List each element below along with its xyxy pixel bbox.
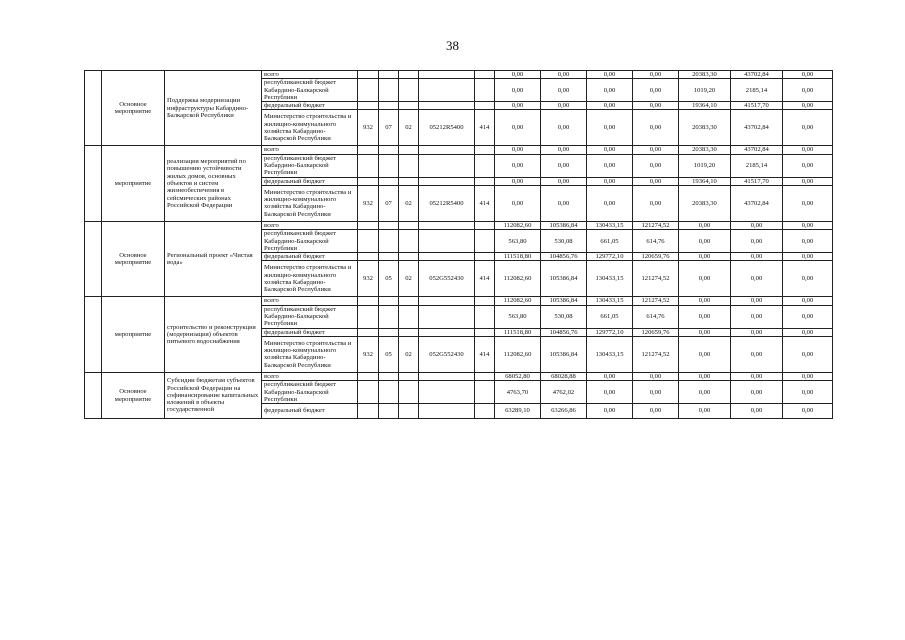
code-cell bbox=[379, 221, 399, 229]
code-cell: 932 bbox=[358, 185, 379, 221]
code-cell bbox=[419, 102, 475, 110]
value-cell: 0,00 bbox=[587, 102, 633, 110]
code-cell bbox=[399, 328, 419, 336]
code-cell bbox=[475, 177, 495, 185]
code-cell: 07 bbox=[379, 110, 399, 146]
code-cell bbox=[475, 328, 495, 336]
value-cell: 0,00 bbox=[541, 102, 587, 110]
code-cell bbox=[475, 404, 495, 419]
source-cell: федеральный бюджет bbox=[262, 177, 358, 185]
value-cell: 0,00 bbox=[783, 154, 833, 177]
value-cell: 563,80 bbox=[495, 305, 541, 328]
source-cell: Министерство строительства и жилищно-коммунального хозяйства Кабардино-Балкарской Республики bbox=[262, 336, 358, 372]
code-cell: 414 bbox=[475, 110, 495, 146]
name-cell: Региональный проект «Чистая вода» bbox=[165, 221, 262, 296]
code-cell: 07 bbox=[379, 185, 399, 221]
value-cell: 661,05 bbox=[587, 305, 633, 328]
code-cell: 932 bbox=[358, 336, 379, 372]
code-cell: 05212R5400 bbox=[419, 110, 475, 146]
table-row bbox=[85, 297, 833, 305]
value-cell: 130433,15 bbox=[587, 297, 633, 305]
code-cell bbox=[358, 79, 379, 102]
value-cell: 105386,84 bbox=[541, 297, 587, 305]
value-cell: 121274,52 bbox=[633, 221, 679, 229]
index-cell bbox=[85, 372, 102, 418]
value-cell: 0,00 bbox=[783, 305, 833, 328]
value-cell: 68052,80 bbox=[495, 372, 541, 380]
value-cell: 0,00 bbox=[731, 261, 783, 297]
code-cell: 05 bbox=[379, 261, 399, 297]
value-cell: 0,00 bbox=[679, 253, 731, 261]
value-cell: 0,00 bbox=[633, 177, 679, 185]
code-cell bbox=[358, 328, 379, 336]
name-cell: Субсидии бюджетам субъектов Российской Федерации на софинансирование капитальных вложений в объекты государственной bbox=[165, 372, 262, 418]
value-cell: 41517,70 bbox=[731, 177, 783, 185]
source-cell: всего bbox=[262, 297, 358, 305]
status-cell: Основное мероприятие bbox=[102, 71, 165, 146]
code-cell: 052G552430 bbox=[419, 261, 475, 297]
value-cell: 0,00 bbox=[587, 71, 633, 79]
value-cell: 0,00 bbox=[679, 230, 731, 253]
value-cell: 0,00 bbox=[679, 221, 731, 229]
code-cell bbox=[358, 372, 379, 380]
value-cell: 43702,84 bbox=[731, 185, 783, 221]
value-cell: 0,00 bbox=[633, 79, 679, 102]
code-cell bbox=[419, 297, 475, 305]
table-row bbox=[85, 146, 833, 154]
code-cell bbox=[475, 381, 495, 404]
value-cell: 614,76 bbox=[633, 305, 679, 328]
value-cell: 1019,20 bbox=[679, 79, 731, 102]
code-cell bbox=[475, 102, 495, 110]
code-cell bbox=[399, 71, 419, 79]
source-cell: федеральный бюджет bbox=[262, 102, 358, 110]
code-cell bbox=[475, 305, 495, 328]
code-cell bbox=[419, 177, 475, 185]
value-cell: 0,00 bbox=[633, 185, 679, 221]
code-cell bbox=[399, 154, 419, 177]
value-cell: 43702,84 bbox=[731, 71, 783, 79]
value-cell: 104856,76 bbox=[541, 253, 587, 261]
code-cell bbox=[399, 102, 419, 110]
value-cell: 0,00 bbox=[731, 230, 783, 253]
value-cell: 43702,84 bbox=[731, 146, 783, 154]
name-cell: строительство и реконструкция (модернизация) объектов питьевого водоснабжения bbox=[165, 297, 262, 372]
code-cell: 052G552430 bbox=[419, 336, 475, 372]
value-cell: 19364,10 bbox=[679, 102, 731, 110]
code-cell bbox=[379, 177, 399, 185]
value-cell: 0,00 bbox=[783, 177, 833, 185]
value-cell: 0,00 bbox=[541, 110, 587, 146]
value-cell: 0,00 bbox=[541, 177, 587, 185]
source-cell: Министерство строительства и жилищно-коммунального хозяйства Кабардино-Балкарской Республики bbox=[262, 261, 358, 297]
value-cell: 0,00 bbox=[633, 404, 679, 419]
value-cell: 0,00 bbox=[679, 305, 731, 328]
value-cell: 0,00 bbox=[783, 110, 833, 146]
value-cell: 129772,10 bbox=[587, 328, 633, 336]
value-cell: 0,00 bbox=[783, 404, 833, 419]
code-cell bbox=[419, 372, 475, 380]
source-cell: федеральный бюджет bbox=[262, 328, 358, 336]
code-cell: 932 bbox=[358, 261, 379, 297]
value-cell: 0,00 bbox=[731, 253, 783, 261]
value-cell: 0,00 bbox=[679, 404, 731, 419]
value-cell: 20383,30 bbox=[679, 110, 731, 146]
code-cell: 02 bbox=[399, 110, 419, 146]
code-cell bbox=[379, 372, 399, 380]
table-row bbox=[85, 372, 833, 380]
value-cell: 0,00 bbox=[541, 71, 587, 79]
code-cell bbox=[419, 253, 475, 261]
value-cell: 0,00 bbox=[587, 404, 633, 419]
source-cell: республиканский бюджет Кабардино-Балкарской Республики bbox=[262, 305, 358, 328]
code-cell: 414 bbox=[475, 185, 495, 221]
value-cell: 1019,20 bbox=[679, 154, 731, 177]
value-cell: 0,00 bbox=[633, 71, 679, 79]
code-cell bbox=[379, 146, 399, 154]
value-cell: 0,00 bbox=[783, 102, 833, 110]
code-cell bbox=[475, 79, 495, 102]
source-cell: республиканский бюджет Кабардино-Балкарской Республики bbox=[262, 79, 358, 102]
value-cell: 0,00 bbox=[495, 79, 541, 102]
value-cell: 0,00 bbox=[679, 328, 731, 336]
value-cell: 20383,30 bbox=[679, 185, 731, 221]
value-cell: 0,00 bbox=[783, 79, 833, 102]
code-cell bbox=[358, 102, 379, 110]
source-cell: республиканский бюджет Кабардино-Балкарской Республики bbox=[262, 154, 358, 177]
source-cell: всего bbox=[262, 71, 358, 79]
code-cell: 05212R5400 bbox=[419, 185, 475, 221]
code-cell bbox=[379, 79, 399, 102]
value-cell: 112082,60 bbox=[495, 261, 541, 297]
table-row bbox=[85, 71, 833, 79]
code-cell bbox=[399, 79, 419, 102]
code-cell: 932 bbox=[358, 110, 379, 146]
code-cell bbox=[358, 404, 379, 419]
source-cell: федеральный бюджет bbox=[262, 253, 358, 261]
value-cell: 0,00 bbox=[679, 297, 731, 305]
value-cell: 130433,15 bbox=[587, 221, 633, 229]
table-row bbox=[85, 221, 833, 229]
code-cell bbox=[419, 381, 475, 404]
value-cell: 4762,02 bbox=[541, 381, 587, 404]
code-cell bbox=[399, 404, 419, 419]
code-cell bbox=[475, 221, 495, 229]
value-cell: 0,00 bbox=[541, 185, 587, 221]
value-cell: 0,00 bbox=[783, 297, 833, 305]
code-cell bbox=[358, 305, 379, 328]
code-cell: 414 bbox=[475, 336, 495, 372]
value-cell: 121274,52 bbox=[633, 261, 679, 297]
value-cell: 20383,30 bbox=[679, 71, 731, 79]
code-cell: 05 bbox=[379, 336, 399, 372]
value-cell: 0,00 bbox=[731, 221, 783, 229]
index-cell bbox=[85, 297, 102, 372]
value-cell: 0,00 bbox=[731, 305, 783, 328]
index-cell bbox=[85, 221, 102, 296]
value-cell: 121274,52 bbox=[633, 336, 679, 372]
code-cell bbox=[475, 372, 495, 380]
value-cell: 63266,86 bbox=[541, 404, 587, 419]
code-cell bbox=[419, 328, 475, 336]
value-cell: 0,00 bbox=[495, 71, 541, 79]
code-cell: 414 bbox=[475, 261, 495, 297]
code-cell bbox=[379, 328, 399, 336]
code-cell bbox=[358, 177, 379, 185]
value-cell: 0,00 bbox=[587, 381, 633, 404]
status-cell: Основное мероприятие bbox=[102, 372, 165, 418]
code-cell bbox=[419, 79, 475, 102]
value-cell: 4763,70 bbox=[495, 381, 541, 404]
code-cell bbox=[379, 305, 399, 328]
code-cell bbox=[419, 404, 475, 419]
value-cell: 2185,14 bbox=[731, 79, 783, 102]
code-cell bbox=[358, 297, 379, 305]
value-cell: 0,00 bbox=[783, 261, 833, 297]
value-cell: 0,00 bbox=[679, 381, 731, 404]
value-cell: 121274,52 bbox=[633, 297, 679, 305]
value-cell: 0,00 bbox=[495, 154, 541, 177]
value-cell: 0,00 bbox=[679, 261, 731, 297]
code-cell bbox=[399, 221, 419, 229]
value-cell: 0,00 bbox=[587, 79, 633, 102]
value-cell: 2185,14 bbox=[731, 154, 783, 177]
value-cell: 0,00 bbox=[783, 328, 833, 336]
code-cell bbox=[475, 297, 495, 305]
code-cell bbox=[379, 71, 399, 79]
value-cell: 0,00 bbox=[731, 336, 783, 372]
value-cell: 0,00 bbox=[587, 146, 633, 154]
code-cell bbox=[358, 146, 379, 154]
code-cell bbox=[379, 381, 399, 404]
code-cell bbox=[399, 381, 419, 404]
value-cell: 0,00 bbox=[731, 297, 783, 305]
value-cell: 63289,10 bbox=[495, 404, 541, 419]
source-cell: всего bbox=[262, 221, 358, 229]
code-cell bbox=[379, 404, 399, 419]
value-cell: 530,08 bbox=[541, 305, 587, 328]
status-cell: мероприятие bbox=[102, 297, 165, 372]
code-cell bbox=[475, 71, 495, 79]
code-cell bbox=[419, 154, 475, 177]
value-cell: 0,00 bbox=[633, 110, 679, 146]
value-cell: 0,00 bbox=[495, 102, 541, 110]
code-cell bbox=[419, 305, 475, 328]
value-cell: 0,00 bbox=[679, 372, 731, 380]
value-cell: 41517,70 bbox=[731, 102, 783, 110]
value-cell: 20383,30 bbox=[679, 146, 731, 154]
budget-table bbox=[84, 70, 833, 419]
value-cell: 0,00 bbox=[495, 177, 541, 185]
value-cell: 0,00 bbox=[783, 146, 833, 154]
value-cell: 0,00 bbox=[633, 381, 679, 404]
code-cell bbox=[475, 253, 495, 261]
code-cell: 02 bbox=[399, 261, 419, 297]
value-cell: 0,00 bbox=[633, 372, 679, 380]
value-cell: 0,00 bbox=[633, 102, 679, 110]
value-cell: 0,00 bbox=[495, 185, 541, 221]
page-number: 38 bbox=[446, 38, 459, 53]
code-cell bbox=[399, 372, 419, 380]
code-cell bbox=[419, 146, 475, 154]
value-cell: 43702,84 bbox=[731, 110, 783, 146]
code-cell bbox=[358, 221, 379, 229]
value-cell: 0,00 bbox=[587, 110, 633, 146]
value-cell: 129772,10 bbox=[587, 253, 633, 261]
value-cell: 112082,60 bbox=[495, 221, 541, 229]
value-cell: 19364,10 bbox=[679, 177, 731, 185]
code-cell bbox=[358, 230, 379, 253]
source-cell: республиканский бюджет Кабардино-Балкарской Республики bbox=[262, 230, 358, 253]
value-cell: 105386,84 bbox=[541, 261, 587, 297]
code-cell: 02 bbox=[399, 185, 419, 221]
code-cell bbox=[358, 154, 379, 177]
code-cell bbox=[358, 253, 379, 261]
index-cell bbox=[85, 71, 102, 146]
value-cell: 0,00 bbox=[541, 154, 587, 177]
value-cell: 0,00 bbox=[783, 221, 833, 229]
value-cell: 614,76 bbox=[633, 230, 679, 253]
value-cell: 120659,76 bbox=[633, 328, 679, 336]
code-cell bbox=[399, 146, 419, 154]
value-cell: 0,00 bbox=[783, 372, 833, 380]
value-cell: 0,00 bbox=[783, 185, 833, 221]
value-cell: 112082,60 bbox=[495, 297, 541, 305]
value-cell: 661,05 bbox=[587, 230, 633, 253]
code-cell bbox=[379, 297, 399, 305]
value-cell: 105386,84 bbox=[541, 336, 587, 372]
value-cell: 111518,80 bbox=[495, 253, 541, 261]
code-cell bbox=[379, 253, 399, 261]
code-cell: 02 bbox=[399, 336, 419, 372]
value-cell: 0,00 bbox=[587, 177, 633, 185]
value-cell: 0,00 bbox=[495, 110, 541, 146]
value-cell: 0,00 bbox=[783, 253, 833, 261]
code-cell bbox=[399, 253, 419, 261]
name-cell: реализация мероприятий по повышению устойчивости жилых домов, основных объектов и систем жизнеобеспечения в сейсмических районах Российской Федерации bbox=[165, 146, 262, 221]
value-cell: 68028,88 bbox=[541, 372, 587, 380]
code-cell bbox=[358, 381, 379, 404]
code-cell bbox=[419, 230, 475, 253]
value-cell: 0,00 bbox=[783, 71, 833, 79]
value-cell: 130433,15 bbox=[587, 261, 633, 297]
value-cell: 111518,80 bbox=[495, 328, 541, 336]
source-cell: всего bbox=[262, 146, 358, 154]
source-cell: республиканский бюджет Кабардино-Балкарской Республики bbox=[262, 381, 358, 404]
value-cell: 0,00 bbox=[679, 336, 731, 372]
code-cell bbox=[358, 71, 379, 79]
index-cell bbox=[85, 146, 102, 221]
value-cell: 0,00 bbox=[587, 185, 633, 221]
code-cell bbox=[399, 297, 419, 305]
value-cell: 563,80 bbox=[495, 230, 541, 253]
code-cell bbox=[379, 102, 399, 110]
value-cell: 0,00 bbox=[731, 404, 783, 419]
value-cell: 0,00 bbox=[541, 146, 587, 154]
value-cell: 0,00 bbox=[633, 146, 679, 154]
value-cell: 0,00 bbox=[587, 372, 633, 380]
value-cell: 0,00 bbox=[731, 372, 783, 380]
value-cell: 0,00 bbox=[783, 230, 833, 253]
source-cell: всего bbox=[262, 372, 358, 380]
value-cell: 0,00 bbox=[633, 154, 679, 177]
value-cell: 104856,76 bbox=[541, 328, 587, 336]
source-cell: федеральный бюджет bbox=[262, 404, 358, 419]
value-cell: 105386,84 bbox=[541, 221, 587, 229]
value-cell: 0,00 bbox=[495, 146, 541, 154]
value-cell: 0,00 bbox=[731, 381, 783, 404]
value-cell: 530,08 bbox=[541, 230, 587, 253]
status-cell: Основное мероприятие bbox=[102, 221, 165, 296]
source-cell: Министерство строительства и жилищно-коммунального хозяйства Кабардино-Балкарской Республики bbox=[262, 185, 358, 221]
value-cell: 0,00 bbox=[783, 336, 833, 372]
value-cell: 0,00 bbox=[731, 328, 783, 336]
code-cell bbox=[379, 154, 399, 177]
code-cell bbox=[399, 305, 419, 328]
code-cell bbox=[475, 154, 495, 177]
value-cell: 0,00 bbox=[541, 79, 587, 102]
code-cell bbox=[379, 230, 399, 253]
value-cell: 130433,15 bbox=[587, 336, 633, 372]
value-cell: 112082,60 bbox=[495, 336, 541, 372]
code-cell bbox=[419, 221, 475, 229]
value-cell: 0,00 bbox=[783, 381, 833, 404]
name-cell: Поддержка модернизации инфраструктуры Кабардино-Балкарской Республики bbox=[165, 71, 262, 146]
value-cell: 120659,76 bbox=[633, 253, 679, 261]
code-cell bbox=[419, 71, 475, 79]
code-cell bbox=[475, 146, 495, 154]
status-cell: мероприятие bbox=[102, 146, 165, 221]
code-cell bbox=[475, 230, 495, 253]
code-cell bbox=[399, 230, 419, 253]
source-cell: Министерство строительства и жилищно-коммунального хозяйства Кабардино-Балкарской Республики bbox=[262, 110, 358, 146]
code-cell bbox=[399, 177, 419, 185]
value-cell: 0,00 bbox=[587, 154, 633, 177]
